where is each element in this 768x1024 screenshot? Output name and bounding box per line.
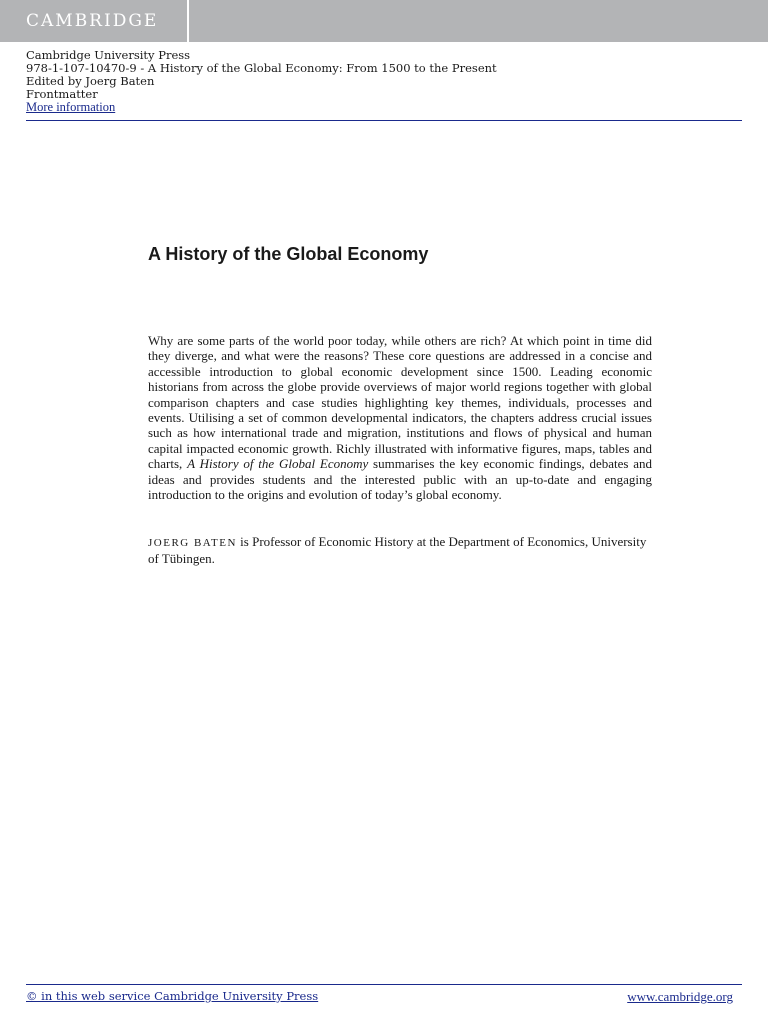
banner-divider xyxy=(187,0,189,42)
author-bio xyxy=(148,534,652,567)
author-name: JOERG BATEN xyxy=(148,537,237,549)
book-description xyxy=(148,333,652,502)
description-text-2: summarises the key economic findings, debates and ideas and provides students and the interested public with an up-to-date and engaging introduction to the origins and evolution of today’s global economy. xyxy=(148,456,652,503)
cambridge-logo: CAMBRIDGE xyxy=(26,11,159,31)
top-banner xyxy=(0,0,768,42)
book-metadata xyxy=(26,49,497,114)
publisher-name: Cambridge University Press xyxy=(26,48,191,62)
editor-line: Edited by Joerg Baten xyxy=(26,74,155,88)
isbn-title: 978-1-107-10470-9 - A History of the Global Economy: From 1500 to the Present xyxy=(26,61,497,75)
book-title: A History of the Global Economy xyxy=(148,244,429,264)
website-link[interactable]: www.cambridge.org xyxy=(627,989,733,1004)
more-information-link[interactable]: More information xyxy=(26,100,116,114)
section-name: Frontmatter xyxy=(26,87,98,101)
copyright-link[interactable]: © in this web service Cambridge University Press xyxy=(26,989,319,1003)
header-rule xyxy=(26,120,742,121)
footer-rule xyxy=(26,984,742,985)
description-text-1: Why are some parts of the world poor today, while others are rich? At which point in time did they diverge, and what were the reasons? These core questions are addressed in a concise and accessible introduction to global economic development since 1500. Leading economic historians from across the globe provide overviews of major world regions together with global comparison chapters and case studies highlighting key themes, individuals, processes and events. Utilising a set of common developmental indicators, the chapters address crucial issues such as how international trade and migration, institutions and flows of physical and human capital impacted economic growth. Richly illustrated with informative figures, maps, tables and charts, xyxy=(148,333,652,472)
description-italic-title: A History of the Global Economy xyxy=(187,456,369,472)
author-bio-text: is Professor of Economic History at the Department of Economics, University of Tübingen. xyxy=(148,534,647,567)
